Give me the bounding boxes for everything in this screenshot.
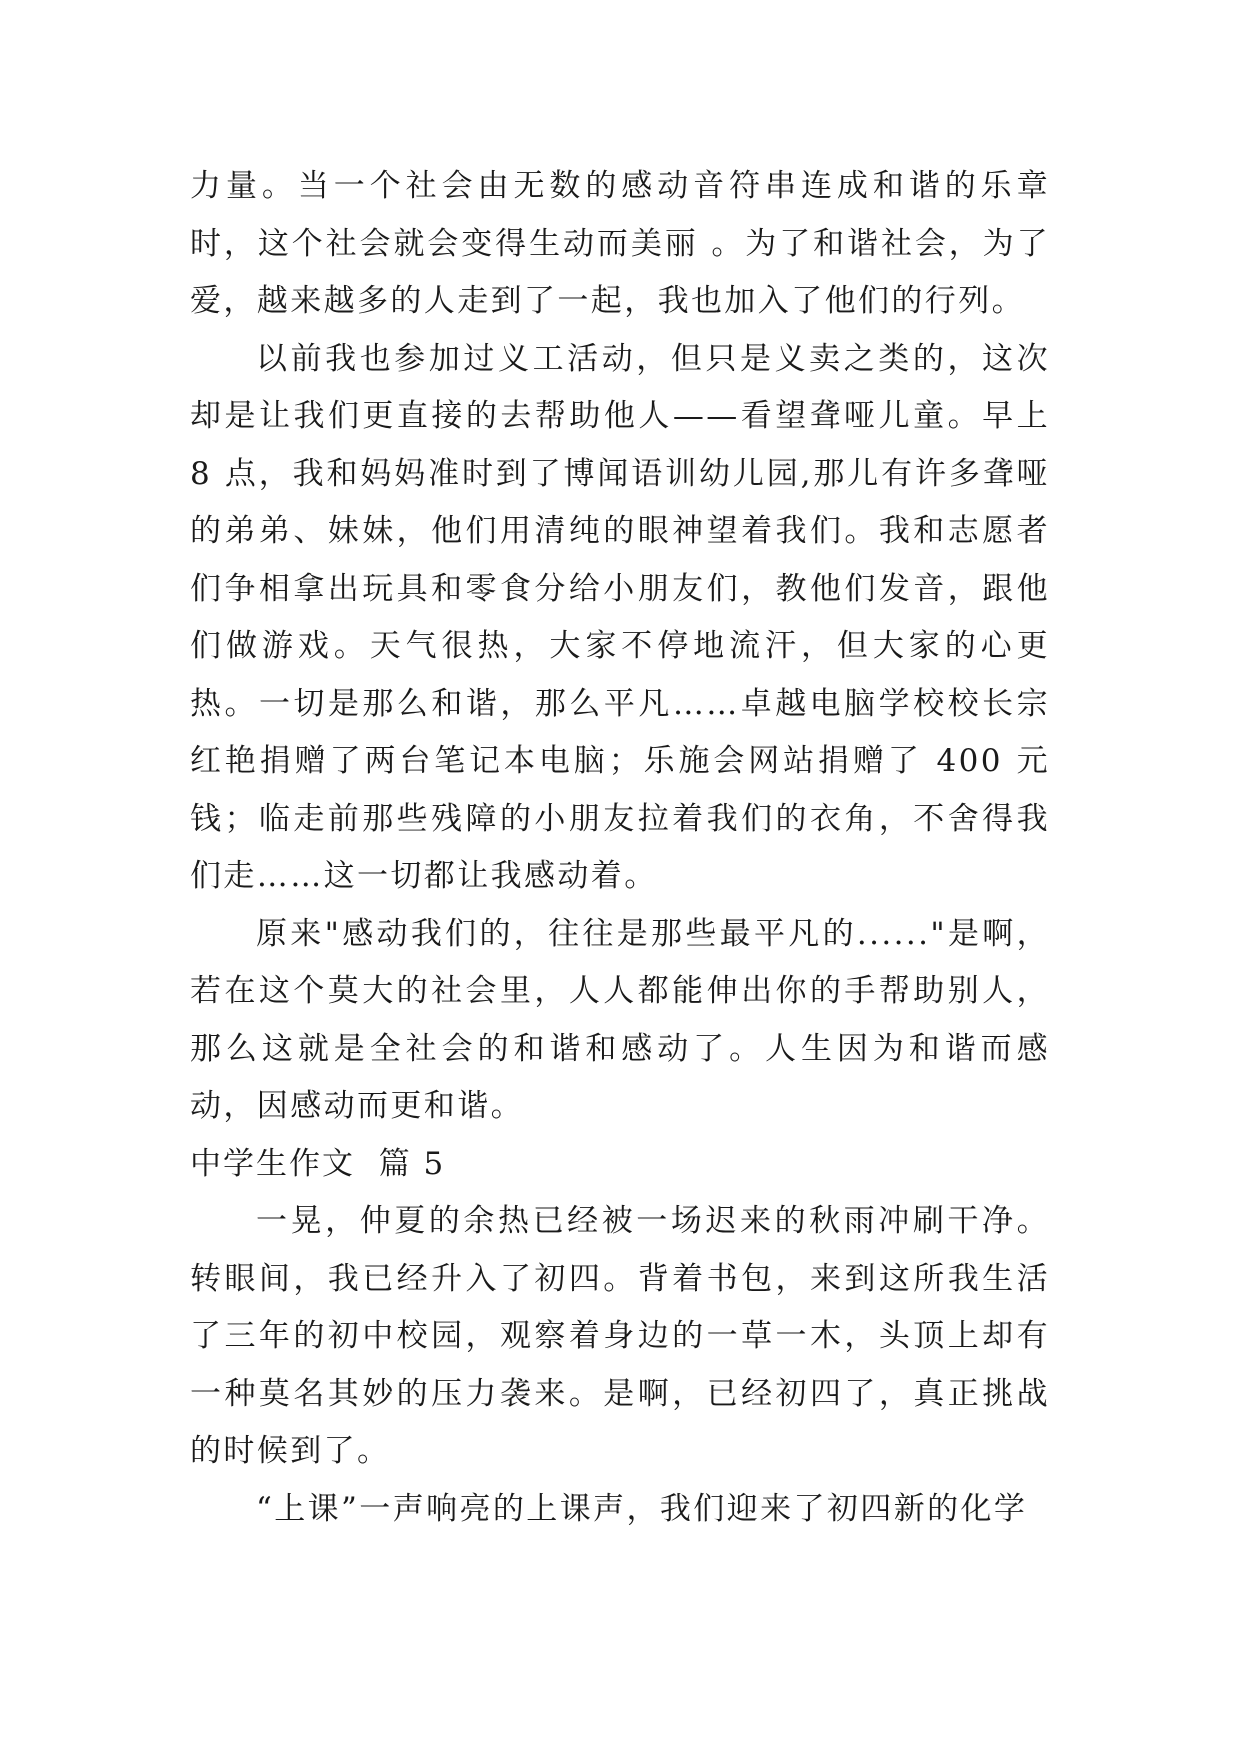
document-page xyxy=(190,158,1050,1538)
body-paragraph-1: 力量。当一个社会由无数的感动音符串连成和谐的乐章时，这个社会就会变得生动而美丽 。为了和谐社会，为了爱，越来越多的人走到了一起，我也加入了他们的行列。 xyxy=(190,168,1050,319)
body-paragraph-2: 以前我也参加过义工活动，但只是义卖之类的，这次却是让我们更直接的去帮助他人——看望聋哑儿童。早上 8 点，我和妈妈准时到了博闻语训幼儿园,那儿有许多聋哑的弟弟、妹妹，他们用清纯的眼神望着我们。我和志愿者们争相拿出玩具和零食分给小朋友们，教他们发音，跟他们做游戏。天气很热，大家不停地流汗，但大家的心更热。一切是那么和谐，那么平凡……卓越电脑学校校长宗红艳捐赠了两台笔记本电脑；乐施会网站捐赠了 400 元钱；临走前那些残障的小朋友拉着我们的衣角，不舍得我们走……这一切都让我感动着。 xyxy=(190,340,1050,894)
section-paragraph-2: “上课”一声响亮的上课声，我们迎来了初四新的化学 xyxy=(256,1490,1028,1527)
section-heading: 中学生作文 篇 5 xyxy=(190,1145,446,1182)
body-paragraph-3: 原来"感动我们的，往往是那些最平凡的......"是啊，若在这个莫大的社会里，人人都能伸出你的手帮助别人，那么这就是全社会的和谐和感动了。人生因为和谐而感动，因感动而更和谐。 xyxy=(190,915,1050,1124)
section-paragraph-1: 一晃，仲夏的余热已经被一场迟来的秋雨冲刷干净。转眼间，我已经升入了初四。背着书包，来到这所我生活了三年的初中校园，观察着身边的一草一木，头顶上却有一种莫名其妙的压力袭来。是啊，已经初四了，真正挑战的时候到了。 xyxy=(190,1203,1050,1469)
